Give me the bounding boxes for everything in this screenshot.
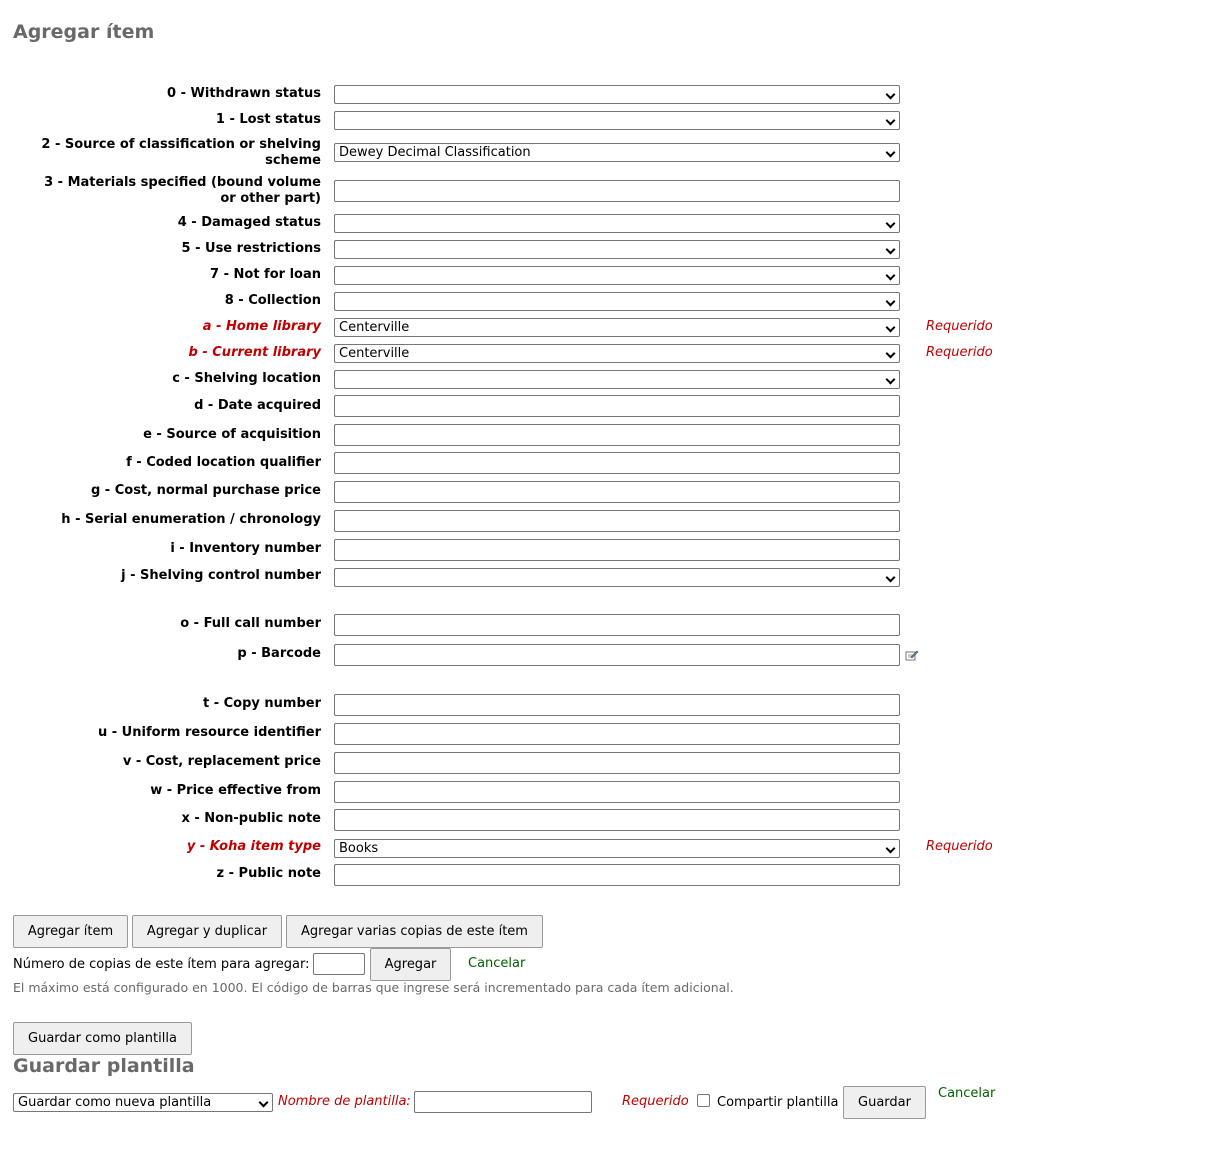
add-duplicate-button[interactable]: Agregar y duplicar: [132, 915, 282, 948]
field-label: g - Cost, normal purchase price: [90, 483, 321, 498]
field-label: p - Barcode: [237, 646, 321, 661]
use-restrictions-select[interactable]: [334, 240, 900, 259]
field-label-line: 2 - Source of classification or shelving: [41, 137, 321, 152]
field-label: u - Uniform resource identifier: [97, 725, 321, 740]
save-template-button[interactable]: Guardar: [843, 1086, 926, 1119]
not-for-loan-select[interactable]: [334, 266, 900, 285]
inventory-number-input[interactable]: [334, 539, 900, 561]
classification-source-select[interactable]: Dewey Decimal Classification: [334, 143, 900, 162]
page-title: Agregar ítem: [13, 21, 155, 43]
field-label: a - Home library: [202, 319, 321, 334]
field-label: b - Current library: [188, 345, 321, 360]
template-name-input[interactable]: [414, 1091, 592, 1113]
barcode-input[interactable]: [334, 644, 900, 666]
field-label: w - Price effective from: [150, 783, 321, 798]
item-type-select[interactable]: Books: [334, 839, 900, 858]
max-copies-note: El máximo está configurado en 1000. El código de barras que ingrese será incrementado para cada ítem adicional.: [13, 980, 734, 995]
field-label-line: or other part): [220, 191, 321, 206]
save-template-heading: Guardar plantilla: [13, 1055, 195, 1077]
copies-label: Número de copias de este ítem para agregar:: [13, 957, 310, 972]
damaged-status-select[interactable]: [334, 214, 900, 233]
save-as-template-button[interactable]: Guardar como plantilla: [13, 1022, 192, 1055]
source-acquisition-input[interactable]: [334, 424, 900, 446]
template-select[interactable]: Guardar como nueva plantilla: [13, 1093, 273, 1112]
date-acquired-input[interactable]: [334, 395, 900, 417]
shelving-control-select[interactable]: [334, 568, 900, 587]
coded-location-input[interactable]: [334, 452, 900, 474]
field-label: v - Cost, replacement price: [122, 754, 321, 769]
add-item-button[interactable]: Agregar ítem: [13, 915, 128, 948]
copies-count-input[interactable]: [313, 953, 365, 975]
field-label: o - Full call number: [180, 616, 321, 631]
field-label: h - Serial enumeration / chronology: [61, 512, 321, 527]
field-label: t - Copy number: [202, 696, 321, 711]
field-label: i - Inventory number: [170, 541, 321, 556]
field-label: j - Shelving control number: [121, 568, 321, 583]
field-label: [21, 175, 321, 207]
public-note-input[interactable]: [334, 864, 900, 886]
field-label: 0 - Withdrawn status: [167, 86, 321, 101]
required-note: Requerido: [926, 319, 993, 334]
cancel-copies-link[interactable]: Cancelar: [468, 956, 526, 971]
home-library-select[interactable]: Centerville: [334, 318, 900, 337]
template-name-label: Nombre de plantilla:: [278, 1094, 411, 1109]
field-label: f - Coded location qualifier: [126, 455, 321, 470]
add-copies-button[interactable]: Agregar: [370, 948, 451, 981]
field-label: d - Date acquired: [194, 398, 321, 413]
required-note: Requerido: [622, 1094, 689, 1109]
field-label: 8 - Collection: [224, 293, 321, 308]
nonpublic-note-input[interactable]: [334, 809, 900, 831]
required-note: Requerido: [926, 839, 993, 854]
serial-enumeration-input[interactable]: [334, 510, 900, 532]
add-multiple-copies-button[interactable]: Agregar varias copias de este ítem: [286, 915, 543, 948]
share-template-label: Compartir plantilla: [717, 1095, 839, 1110]
cost-purchase-input[interactable]: [334, 481, 900, 503]
cost-replacement-input[interactable]: [334, 752, 900, 774]
lost-status-select[interactable]: [334, 111, 900, 130]
cancel-template-link[interactable]: Cancelar: [938, 1086, 996, 1101]
field-label-line: scheme: [265, 153, 321, 168]
field-label: 1 - Lost status: [215, 112, 321, 127]
price-effective-input[interactable]: [334, 781, 900, 803]
materials-specified-input[interactable]: [334, 180, 900, 202]
field-label-line: 3 - Materials specified (bound volume: [44, 175, 321, 190]
field-label: y - Koha item type: [186, 839, 321, 854]
field-label: 5 - Use restrictions: [181, 241, 321, 256]
full-call-number-input[interactable]: [334, 614, 900, 636]
shelving-location-select[interactable]: [334, 370, 900, 389]
edit-icon[interactable]: [905, 648, 919, 662]
copy-number-input[interactable]: [334, 694, 900, 716]
field-label: c - Shelving location: [172, 371, 321, 386]
field-label: e - Source of acquisition: [143, 427, 321, 442]
current-library-select[interactable]: Centerville: [334, 344, 900, 363]
required-note: Requerido: [926, 345, 993, 360]
field-label: [21, 137, 321, 169]
withdrawn-status-select[interactable]: [334, 85, 900, 104]
field-label: 4 - Damaged status: [177, 215, 321, 230]
uri-input[interactable]: [334, 723, 900, 745]
field-label: z - Public note: [216, 866, 321, 881]
share-template-checkbox[interactable]: [697, 1094, 710, 1107]
collection-select[interactable]: [334, 292, 900, 311]
field-label: x - Non-public note: [181, 811, 321, 826]
field-label: 7 - Not for loan: [210, 267, 321, 282]
